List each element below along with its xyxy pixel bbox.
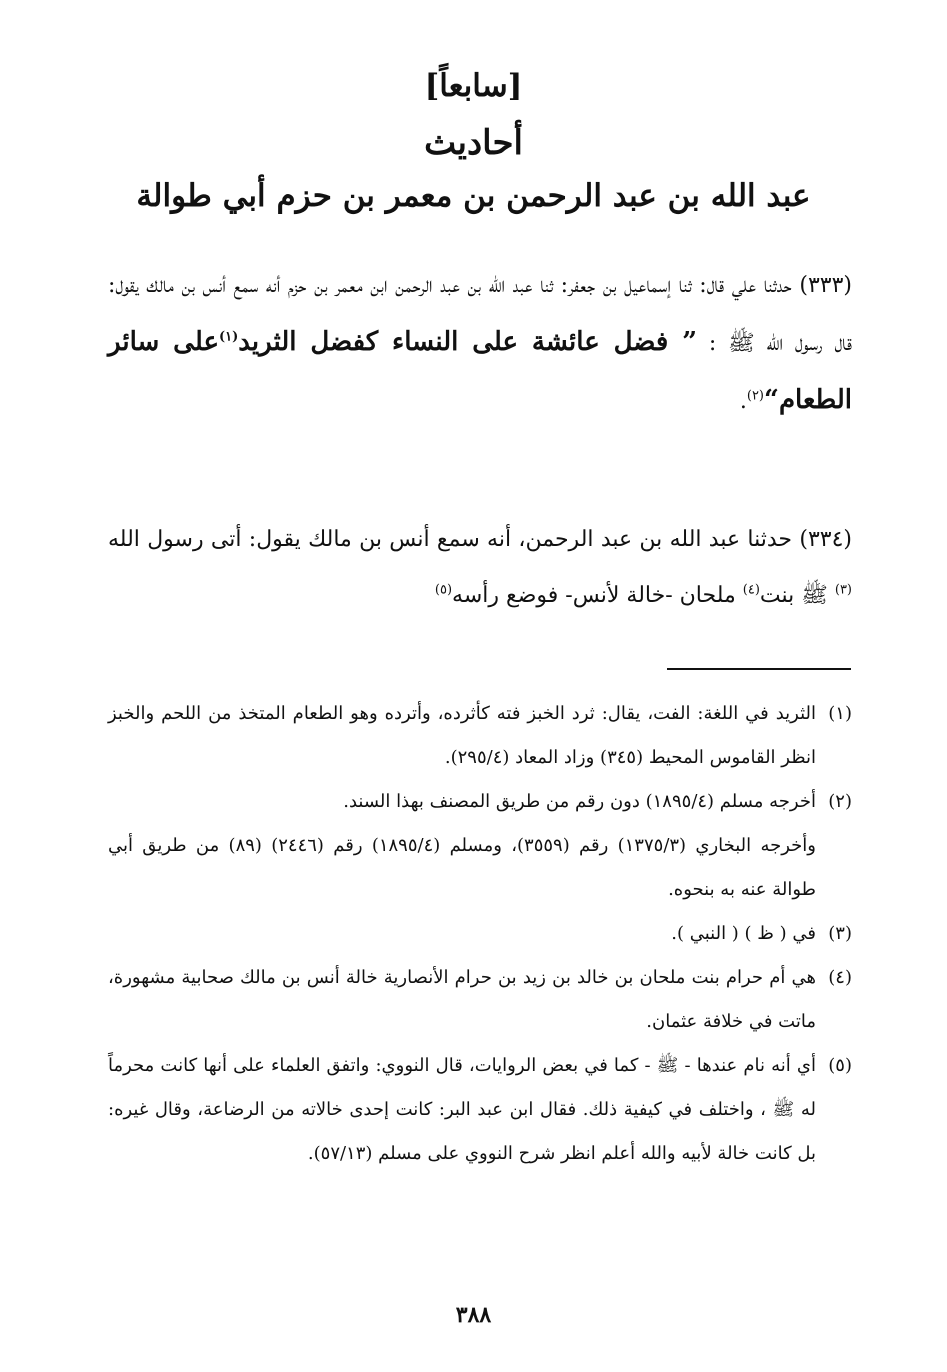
- quote-end: .: [739, 389, 747, 414]
- hadith-text-1: حدثنا عبد الله بن عبد الرحمن، أنه سمع أنس بن مالك يقول: أتى رسول الله: [108, 527, 793, 552]
- footnote-text: هي أم حرام بنت ملحان بن خالد بن زيد بن حرام الأنصارية خالة أنس بن مالك صحابية مشهورة، ماتت في خلافة عثمان.: [108, 967, 816, 1032]
- footnote-number: (١): [828, 703, 852, 724]
- footnote-number: (٥): [828, 1055, 852, 1076]
- footnote-number: (٢): [828, 791, 852, 812]
- section-label: [سابعاً]: [424, 68, 523, 104]
- footnote-text: في ( ظ ) ( النبي ).: [671, 923, 816, 944]
- footnote-number: (٣): [828, 923, 852, 944]
- quote-part-1: ” فضل عائشة على النساء كفضل الثريد: [238, 327, 698, 357]
- footnotes: [108, 692, 852, 1176]
- footnote-3: [108, 912, 852, 956]
- hadith-intro: حدثنا علي قال: ثنا إسماعيل بن جعفر: ثنا عبد الله بن عبد الرحمن ابن معمر بن حزم أنه سمع أنس بن مالك يقول: قال رسول الله ﷺ :: [108, 273, 852, 356]
- footnote-1: [108, 692, 852, 780]
- hadith-number: (٣٣٣): [799, 273, 853, 298]
- footnote-ref-2: (٢): [746, 388, 764, 404]
- footnote-separator: [667, 668, 851, 670]
- hadith-text-3: ملحان -خالة لأنس- فوضع رأسه: [452, 583, 736, 608]
- footnote-4: [108, 956, 852, 1044]
- hadith-text-2: ﷺ بنت: [759, 583, 828, 608]
- footnote-ref-4: (٤): [742, 582, 760, 598]
- hadith-334: [108, 512, 852, 624]
- hadith-333: [108, 258, 852, 430]
- subheading: عبد الله بن عبد الرحمن بن معمر بن حزم أبي طوالة: [136, 178, 811, 214]
- footnote-number: (٤): [828, 967, 852, 988]
- footnote-5: [108, 1044, 852, 1176]
- footnote-ref-1: (١): [218, 329, 239, 345]
- page-number: ٣٨٨: [455, 1302, 492, 1328]
- hadith-number: (٣٣٤): [799, 527, 852, 552]
- footnote-text: أخرجه مسلم (١٨٩٥/٤) دون رقم من طريق المصنف بهذا السند.: [343, 791, 816, 812]
- footnote-text: أي أنه نام عندها - ﷺ - كما في بعض الروايات، قال النووي: واتفق العلماء على أنها كانت محرماً له ﷺ ، واختلف في كيفية ذلك. فقال ابن عبد البر: كانت إحدى خالاته من الرضاعة، وقال غيره: بل كانت خالة لأبيه والله أعلم انظر شرح النووي على مسلم (٥٧/١٣).: [108, 1055, 816, 1164]
- footnote-ref-5: (٥): [434, 582, 453, 598]
- footnote-ref-3: (٣): [834, 582, 852, 598]
- footnote-2-continued: وأخرجه البخاري (١٣٧٥/٣) رقم (٣٥٥٩)، ومسلم (١٨٩٥/٤) رقم (٢٤٤٦) (٨٩) من طريق أبي طوالة عنه به بنحوه.: [108, 835, 816, 900]
- quote-part-2: على سائر الطعام“: [108, 327, 852, 415]
- footnote-text: الثريد في اللغة: الفت، يقال: ثرد الخبز فته كأثرده، وأترده وهو الطعام المتخذ من اللحم والخبز انظر القاموس المحيط (٣٤٥) وزاد المعاد (٢٩٥/٤).: [108, 703, 816, 768]
- heading: أحاديث: [424, 123, 523, 163]
- footnote-2: [108, 780, 852, 824]
